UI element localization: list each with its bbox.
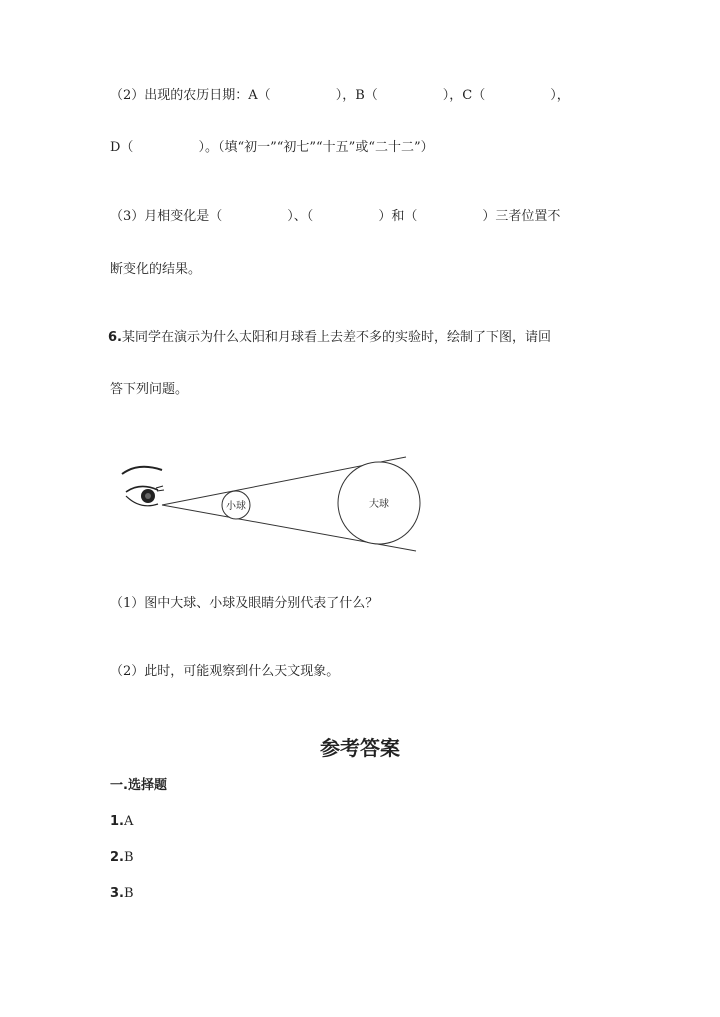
q6-line1 bbox=[108, 330, 551, 346]
q5-part2-line2 bbox=[110, 140, 434, 156]
answer-blank-a[interactable] bbox=[271, 88, 336, 103]
answer-number: 1. bbox=[110, 814, 124, 829]
q5-part2-sep-b: ），B（ bbox=[335, 88, 378, 103]
q6-sub1: （1）图中大球、小球及眼睛分别代表了什么？ bbox=[110, 596, 379, 611]
answer-value: A bbox=[123, 814, 134, 829]
q5-part2-line1 bbox=[110, 88, 570, 104]
q5-part3-sep1: ）、（ bbox=[287, 209, 314, 224]
answer-item bbox=[110, 886, 134, 902]
answer-item bbox=[110, 814, 133, 830]
q6-sub2: （2）此时，可能观察到什么天文现象。 bbox=[110, 664, 340, 679]
small-ball bbox=[222, 491, 250, 519]
q6-line2: 答下列问题。 bbox=[110, 382, 189, 397]
q5-part2-sep-c: ），C（ bbox=[442, 88, 486, 103]
eye-icon bbox=[122, 467, 164, 506]
big-ball bbox=[338, 462, 420, 544]
q5-part3-line2: 断变化的结果。 bbox=[110, 262, 202, 277]
q5-part2-prefix: （2）出现的农历日期：A（ bbox=[110, 88, 271, 103]
answers-section-heading: 一.选择题 bbox=[110, 778, 167, 793]
q5-part2-d-rest: ）。（填“初一”“初七”“十五”或“二十二”） bbox=[198, 140, 434, 155]
answer-blank-b[interactable] bbox=[378, 88, 443, 103]
answer-number: 3. bbox=[110, 886, 124, 901]
q5-part3-line1 bbox=[110, 209, 560, 225]
answer-blank-2[interactable] bbox=[313, 209, 378, 224]
q5-part3-prefix: （3）月相变化是（ bbox=[110, 209, 223, 224]
answer-value: B bbox=[123, 850, 134, 865]
answer-blank-1[interactable] bbox=[222, 209, 287, 224]
answer-item bbox=[110, 850, 134, 866]
q5-part2-d-prefix: D（ bbox=[110, 140, 134, 155]
eye-and-balls-diagram bbox=[118, 448, 428, 560]
answers-title: 参考答案 bbox=[320, 736, 400, 760]
q5-part2-end: ）， bbox=[550, 88, 570, 103]
big-ball-label: 大球 bbox=[369, 499, 389, 510]
q6-number: 6. bbox=[108, 330, 122, 345]
q5-part3-sep2: ）和（ bbox=[378, 209, 418, 224]
answer-blank-d[interactable] bbox=[133, 140, 198, 155]
answer-value: B bbox=[123, 886, 134, 901]
q5-part3-rest: ）三者位置不 bbox=[482, 209, 561, 224]
answer-blank-3[interactable] bbox=[417, 209, 482, 224]
q6-text-line1: 某同学在演示为什么太阳和月球看上去差不多的实验时，绘制了下图，请回 bbox=[121, 330, 551, 345]
answer-number: 2. bbox=[110, 850, 124, 865]
answer-blank-c[interactable] bbox=[485, 88, 550, 103]
small-ball-label: 小球 bbox=[226, 501, 246, 512]
